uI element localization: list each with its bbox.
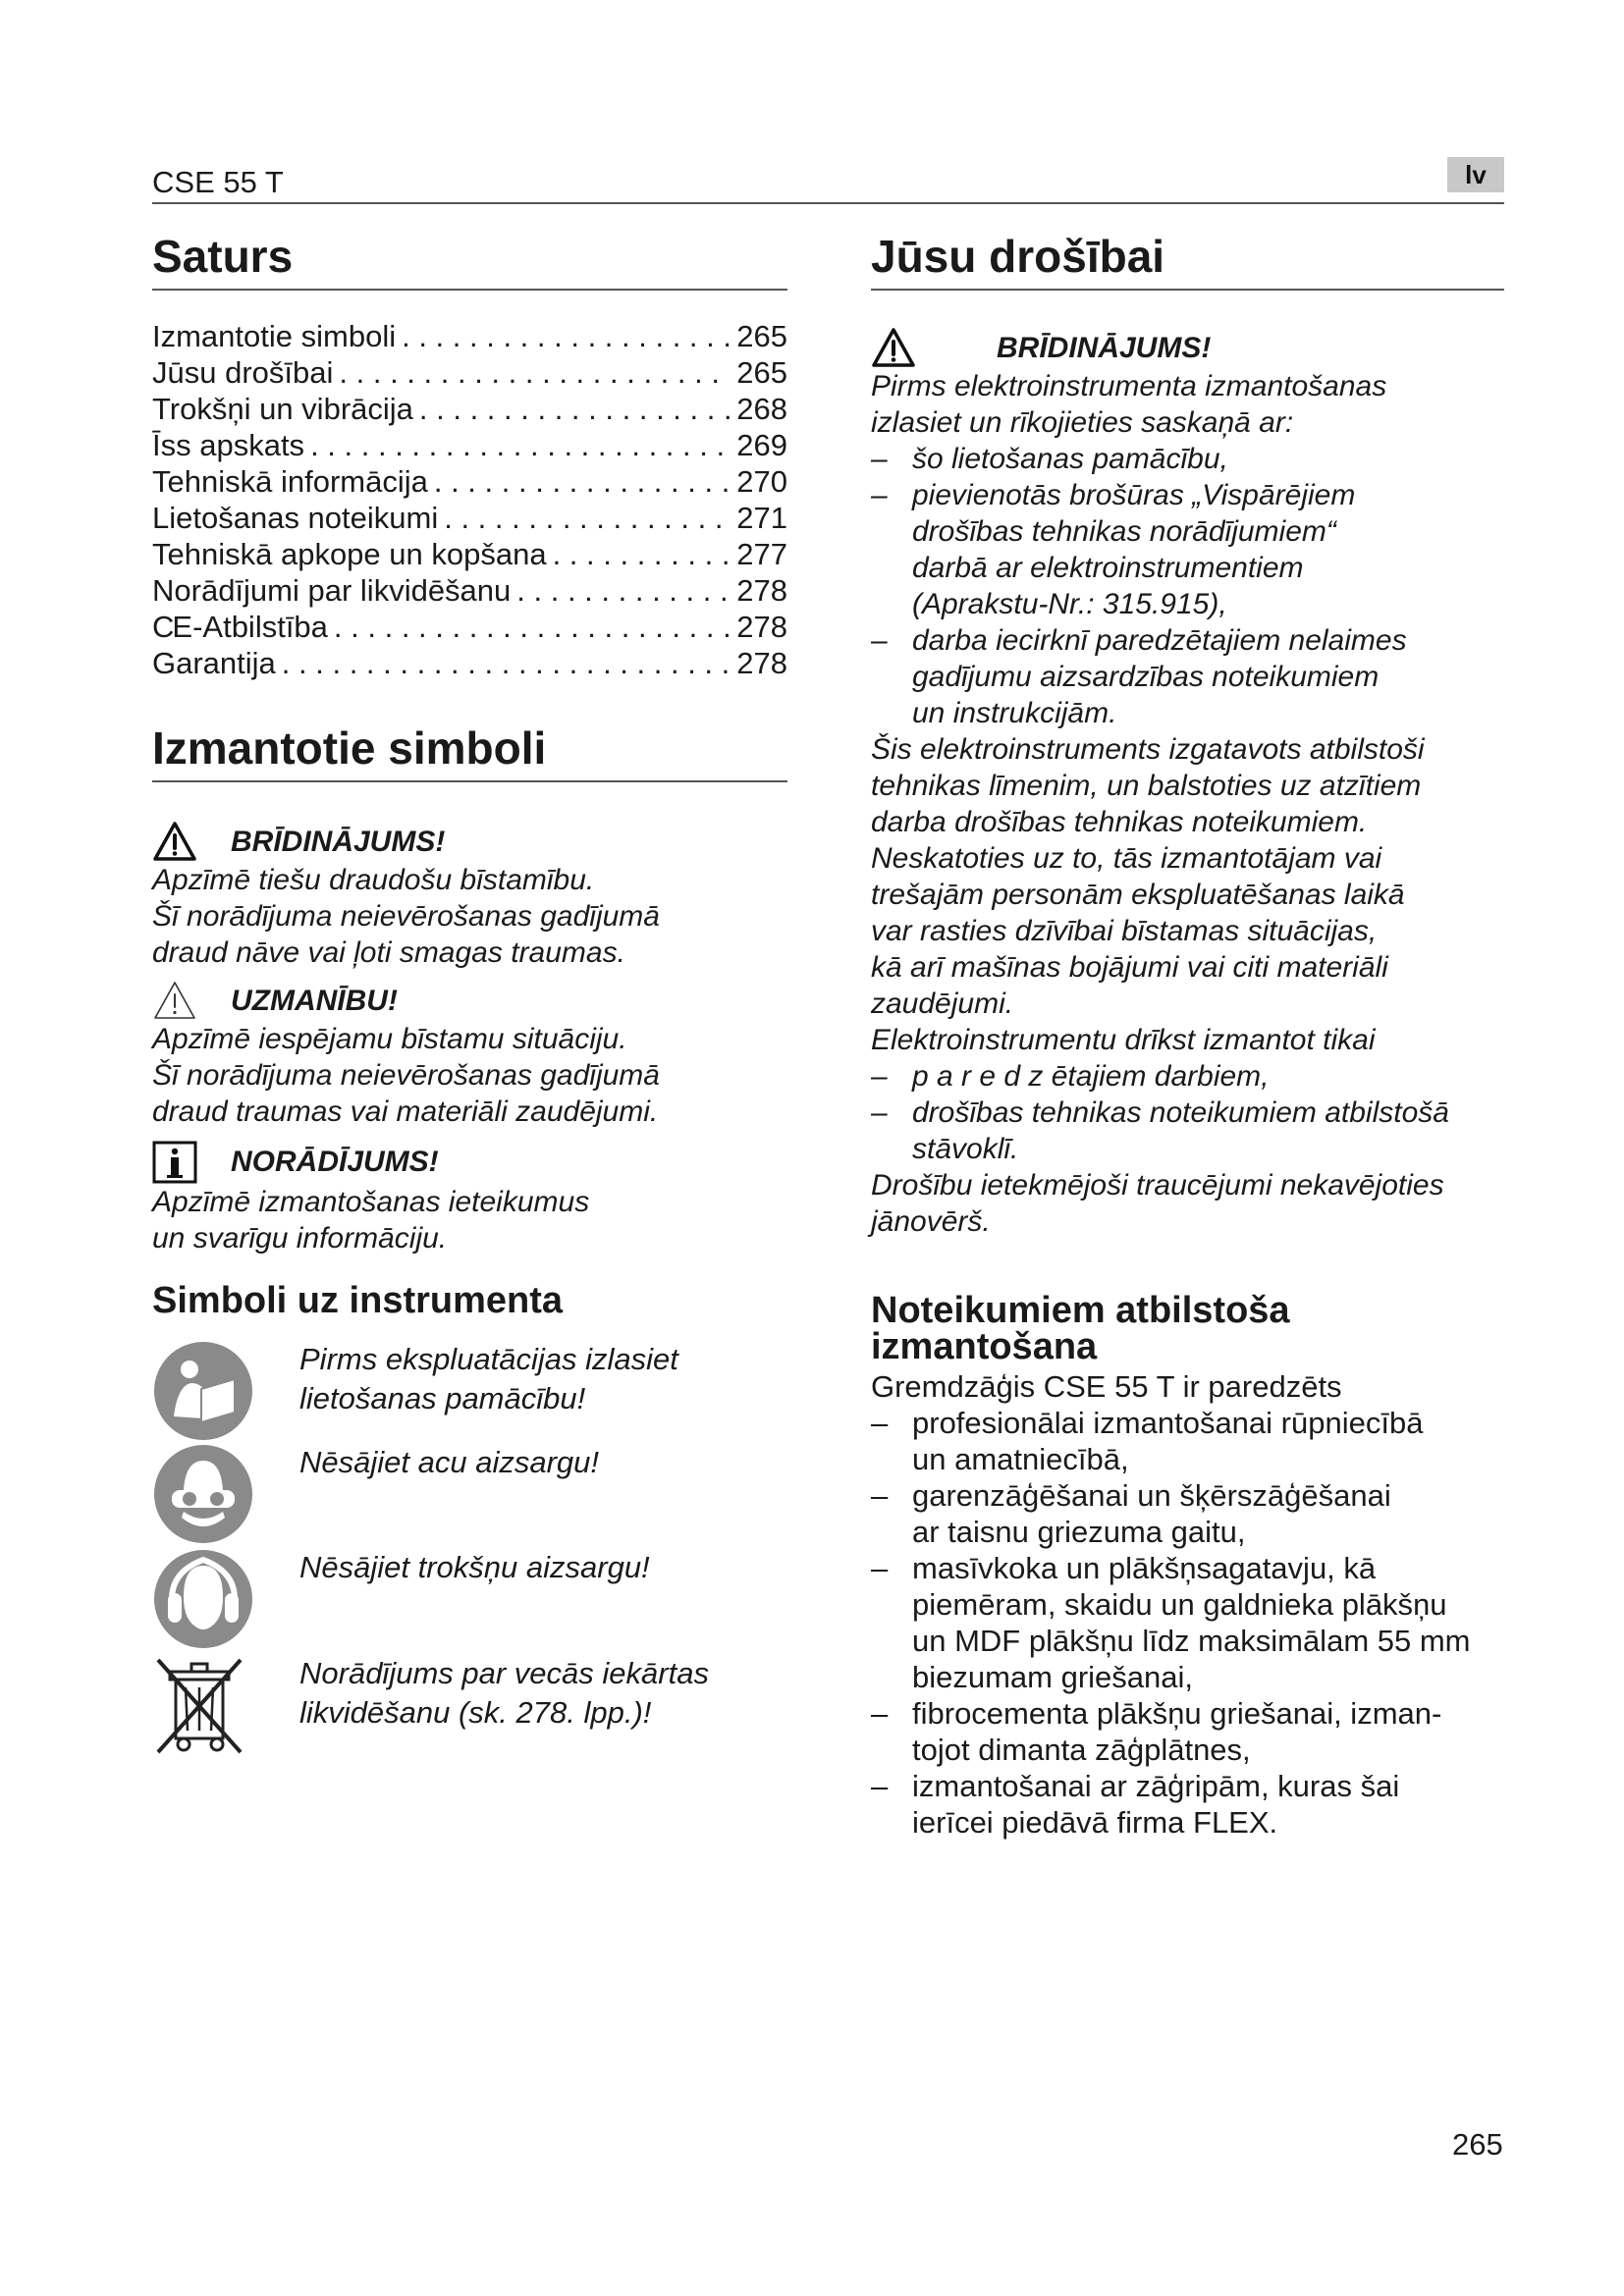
text-line: un instrukcijām. [912,697,1117,729]
toc-item-page: 271 [736,501,787,535]
title-line: Noteikumiem atbilstoša [871,1290,1290,1331]
toc-item[interactable] [152,572,787,609]
text-line: ar taisnu griezuma gaitu, [912,1515,1246,1549]
text-line: Drošību ietekmējoši traucējumi nekavējoties [871,1169,1444,1201]
list-dash: – [871,1478,889,1513]
caution-description [152,1021,787,1130]
toc-item[interactable] [152,318,787,354]
text-line: p a r e d z ētajiem darbiem, [912,1060,1270,1093]
text-line: Nēsājiet trokšņu aizsargu! [299,1550,650,1584]
list-dash: – [871,1096,888,1129]
text-line: šo lietošanas pamācību, [912,443,1228,475]
list-item [871,1405,1504,1477]
toc-item-page: 269 [736,428,787,462]
symbols-title: Izmantotie simboli [152,722,547,774]
text-line: ierīcei piedāvā firma FLEX. [912,1805,1278,1840]
list-dash: – [871,1060,888,1093]
tool-symbol-text [299,1443,599,1550]
toc-dot-leader [516,572,731,609]
read-manual-icon [152,1340,299,1447]
proper-use-text [871,1368,1504,1841]
warning-triangle-icon [871,327,997,370]
tool-symbols-title: Simboli uz instrumenta [152,1280,564,1321]
toc-item-label: Trokšņi un vibrācija [152,392,413,426]
text-line: trešajām personām ekspluatēšanas laikā [871,879,1405,911]
text-line: Šis elektroinstruments izgatavots atbilstoši [871,733,1425,766]
toc-item-label: Izmantotie simboli [152,319,397,353]
text-line: Pirms ekspluatācijas izlasiet [299,1342,678,1376]
text-line: drošības tehnikas noteikumiem atbilstošā [912,1096,1449,1129]
tool-symbol-text [299,1548,650,1655]
tool-symbol-eye-protection [152,1443,787,1550]
text-line: jānovērš. [871,1205,991,1238]
symbols-title-rule [152,780,787,782]
toc-dot-leader [334,609,731,645]
text-line: (Aprakstu-Nr.: 315.915), [912,588,1227,620]
text-line: darba iecirknī paredzētajiem nelaimes [912,624,1407,657]
tool-symbol-text [299,1340,678,1447]
page-number: 265 [1452,2127,1503,2162]
text-line: un amatniecībā, [912,1442,1129,1476]
toc-item-page: 265 [736,319,787,353]
text-line: piemēram, skaidu un galdnieka plākšņu [912,1587,1447,1622]
toc-item-label: Norādījumi par likvidēšanu [152,573,512,608]
text-line: Elektroinstrumentu drīkst izmantot tikai [871,1024,1376,1056]
text-line: profesionālai izmantošanai rūpniecībā [912,1406,1424,1440]
toc-item-page: 278 [736,610,787,644]
text-line: draud traumas vai materiāli zaudējumi. [152,1095,659,1128]
safety-title: Jūsu drošībai [871,231,1165,282]
warning-description [152,862,787,971]
text-line: tehnikas līmenim, un balstoties uz atzītiem [871,770,1422,802]
text-line: izmantošanai ar zāģripām, kuras šai [912,1769,1400,1803]
text-line: tojot dimanta zāģplātnes, [912,1733,1251,1767]
list-dash: – [871,479,888,511]
toc-item-page: 270 [736,464,787,499]
list-item [871,1058,1504,1095]
warning-triangle-icon [152,821,231,864]
text-line: darbā ar elektroinstrumentiem [912,552,1304,584]
warning-label: BRĪDINĀJUMS! [231,826,446,858]
toc-dot-leader [402,318,731,354]
toc-item[interactable] [152,645,787,681]
safety-warning-header [871,327,1504,370]
proper-use-title [871,1290,1504,1367]
text-line: pievienotās brošūras „Vispārējiem [912,479,1356,511]
toc-item-page: 265 [736,355,787,390]
model-name: CSE 55 T [152,165,284,199]
disposal-bin-icon [152,1654,299,1761]
text-line: darba drošības tehnikas noteikumiem. [871,806,1368,838]
toc-item[interactable] [152,463,787,500]
list-item [871,1768,1504,1841]
list-item [871,441,1504,477]
text-line: Apzīmē iespējamu bīstamu situāciju. [152,1023,627,1055]
toc-item-label: Jūsu drošībai [152,355,334,390]
text-line: drošības tehnikas norādījumiem“ [912,515,1336,548]
text-line: Neskatoties uz to, tās izmantotājam vai [871,842,1382,875]
toc-item-page: 278 [736,573,787,608]
toc-item-label: Garantija [152,646,276,680]
ce-mark-icon: CE [152,610,191,644]
list-item [871,1095,1504,1167]
list-item [871,1550,1504,1695]
text-line: fibrocementa plākšņu griešanai, izman- [912,1696,1442,1731]
text-line: izlasiet un rīkojieties saskaņā ar: [871,406,1294,439]
text-line: draud nāve vai ļoti smagas traumas. [152,936,625,969]
list-item [871,622,1504,731]
text-line: masīvkoka un plākšņsagatavju, kā [912,1551,1377,1585]
toc-item-page: 278 [736,646,787,680]
text-line: gadījumu aizsardzības noteikumiem [912,661,1380,693]
toc-item-label: -Atbilstība [192,610,328,644]
toc-dot-leader [310,427,731,463]
caution-label: UZMANĪBU! [231,985,398,1017]
toc-item[interactable] [152,536,787,572]
toc-item-label: Tehniskā informācija [152,464,428,499]
toc-item-page: 268 [736,392,787,426]
list-item [871,1695,1504,1768]
toc-item-label: Tehniskā apkope un kopšana [152,537,547,571]
toc-item[interactable] [152,427,787,463]
toc-dot-leader [339,354,731,391]
toc-item-label: Īss apskats [152,428,305,462]
tool-symbol-disposal [152,1654,787,1761]
toc-item-label: Lietošanas noteikumi [152,501,439,535]
safety-title-rule [871,289,1504,291]
toc-title-rule [152,289,787,291]
toc-item[interactable] [152,354,787,391]
text-line: un svarīgu informāciju. [152,1222,448,1255]
toc-item[interactable] [152,609,787,645]
note-notice-header [152,1141,787,1184]
text-line: kā arī mašīnas bojājumi vai citi materiāli [871,951,1388,984]
table-of-contents [152,318,787,681]
title-line: izmantošana [871,1326,1098,1367]
toc-dot-leader [434,463,731,500]
text-line: Norādījums par vecās iekārtas [299,1656,709,1690]
tool-symbol-ear-protection [152,1548,787,1655]
list-dash: – [871,1551,889,1585]
text-line: Apzīmē tiešu draudošu bīstamību. [152,864,595,896]
tool-symbol-text [299,1654,709,1761]
text-line: Nēsājiet acu aizsargu! [299,1445,599,1479]
ear-protection-icon [152,1548,299,1655]
toc-item[interactable] [152,391,787,427]
text-line: garenzāģēšanai un šķērszāģēšanai [912,1478,1391,1513]
toc-item-page: 277 [736,537,787,571]
tool-symbol-read-manual [152,1340,787,1447]
text-line: likvidēšanu (sk. 278. lpp.)! [299,1695,652,1730]
text-line: Apzīmē izmantošanas ieteikumus [152,1186,590,1218]
text-line: Šī norādījuma neievērošanas gadījumā [152,900,660,933]
text-line: var rasties dzīvībai bīstamas situācijas, [871,915,1378,947]
toc-dot-leader [419,391,731,427]
text-line: Pirms elektroinstrumenta izmantošanas [871,370,1387,402]
toc-dot-leader [282,645,731,681]
text-line: lietošanas pamācību! [299,1381,586,1415]
toc-item[interactable] [152,500,787,536]
list-dash: – [871,1769,889,1803]
safety-text [871,368,1504,1240]
text-line: stāvoklī. [912,1133,1019,1165]
text-line: Gremdzāģis CSE 55 T ir paredzēts [871,1369,1342,1404]
toc-title: Saturs [152,231,294,282]
list-dash: – [871,624,888,657]
eye-protection-icon [152,1443,299,1550]
toc-dot-leader [553,536,731,572]
list-item [871,1477,1504,1550]
info-icon [152,1141,231,1184]
text-line: Šī norādījuma neievērošanas gadījumā [152,1059,660,1092]
caution-notice-header [152,980,787,1023]
safety-warning-label: BRĪDINĀJUMS! [997,332,1212,364]
list-dash: – [871,1406,889,1440]
list-dash: – [871,443,888,475]
header-divider [152,202,1504,204]
text-line: un MDF plākšņu līdz maksimālam 55 mm [912,1624,1471,1658]
caution-triangle-icon [152,980,231,1023]
text-line: zaudējumi. [871,988,1014,1020]
list-item [871,477,1504,622]
warning-notice-header [152,821,787,864]
toc-dot-leader [444,500,731,536]
note-description [152,1184,787,1256]
language-badge: lv [1447,157,1504,192]
text-line: biezumam griešanai, [912,1660,1194,1694]
list-dash: – [871,1696,889,1731]
note-label: NORĀDĪJUMS! [231,1146,439,1178]
